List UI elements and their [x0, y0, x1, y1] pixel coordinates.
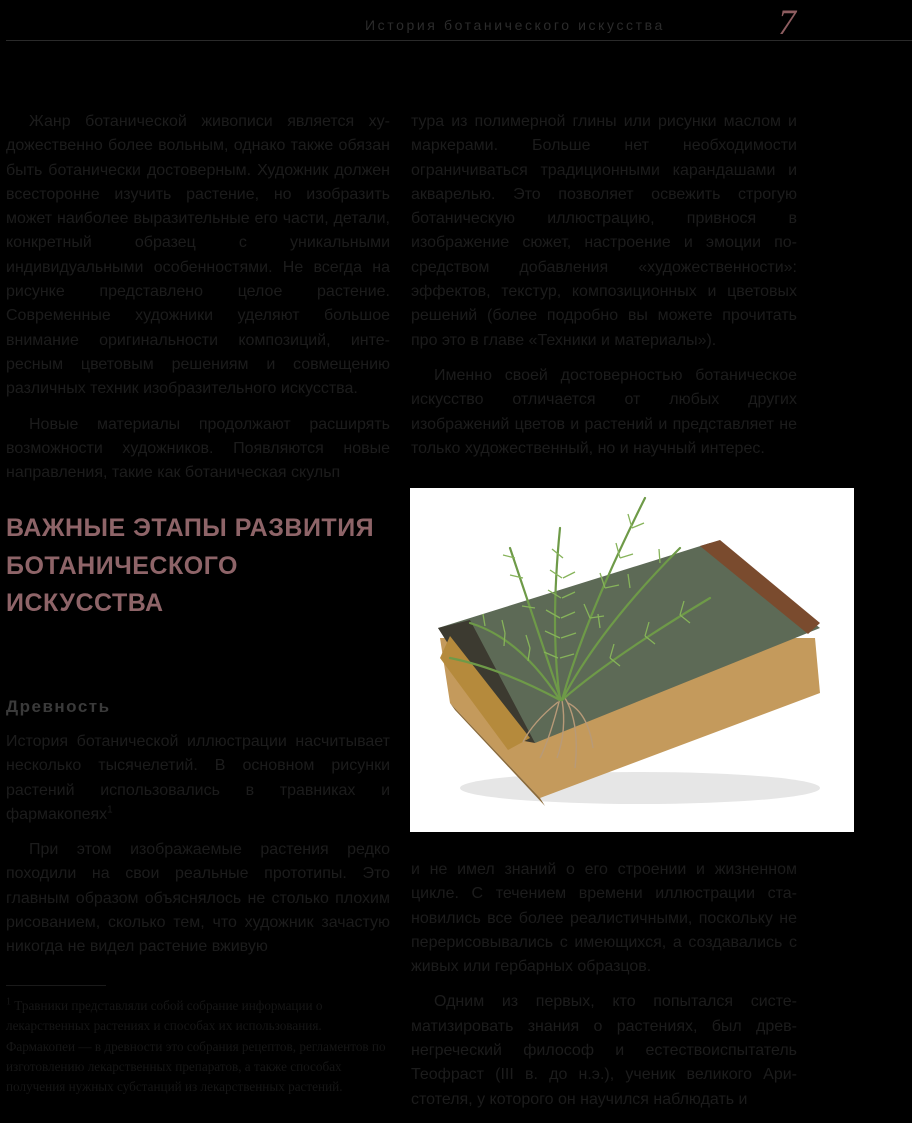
- paragraph: Именно своей достоверностью ботаническое искусство отличается от любых других изображений цветов и растений и представляет не только художественный, но и научный интерес.: [411, 366, 797, 457]
- header-rule: [6, 40, 912, 41]
- body-column-right-bottom: [411, 858, 797, 1123]
- paragraph: тура из полимерной глины или рисунки маслом и маркерами. Больше нет необходимости ограничиваться традиционными карандашами и акварелью. Это позволяет освежить строгую ботаническую иллюстрацию, привнося в изображение сюжет, настроение и эмоции посредством добавления «художественности»: эффектов, текстур, композиционных и цветовых решений (более подробно вы можете прочитать про это в главе «Техники и материалы»).: [411, 113, 797, 349]
- footnote-text: Травники представляли собой собрание информации о лекарственных растениях и способах их использования. Фармакопеи — в древности это собрания рецептов, регламентов по изготовлению лекарственных препаратов, а также способах получения нужных субстанций из лекарственных растений.: [6, 998, 386, 1095]
- body-column-left-bottom: [6, 730, 390, 971]
- footnote-rule: [6, 985, 106, 986]
- book-shadow: [460, 772, 820, 804]
- paragraph: [6, 730, 390, 827]
- running-title: История ботанического искусства: [365, 17, 665, 33]
- paragraph: При этом изображаемые растения редко походили на свои реальные прототипы. Это главным образом объяснялось не столько плохим рисованием, сколько тем, что художник зачастую никогда не видел растение вживую: [6, 841, 390, 956]
- footnote-number: 1: [6, 996, 11, 1008]
- footnote-marker[interactable]: 1: [107, 804, 113, 816]
- paragraph: Новые материалы продолжают расширять возможности художников. Появляются новые направления, такие как ботаническая скульп: [6, 415, 390, 482]
- paragraph: и не имел знаний о его строении и жизненном цикле. С течением времени иллюстрации становились все более реалистичными, поскольку не перерисовывались с имеющихся, а создавались с живых или гербарных образцов.: [411, 861, 797, 976]
- photo-illustration: [410, 488, 854, 832]
- footnote: [6, 996, 390, 1097]
- body-column-left-top: [6, 110, 390, 496]
- paragraph: Жанр ботанической живописи является художественно более вольным, однако также обязан быть ботанически достоверным. Художник должен всесторонне изучить растение, но изобразить может наиболее выразительные его части, детали, конкретный образец с уникальными индивидуальными особенностями. Не всегда на рисунке представлено целое растение. Современные художники уделяют большое внимание оригинальности композиций, интересным цветовым решениям и совмещению различных техник изобразительного искусства.: [6, 113, 390, 398]
- subheading: Древность: [6, 697, 111, 716]
- herb-on-old-book-image: [410, 488, 854, 832]
- paragraph: Одним из первых, кто попытался систематизировать знания о растениях, был древнегреческий философ и естествоиспытатель Теофраст (III в. до н.э.), ученик великого Аристотеля, у которого он научился наблюдать и: [411, 993, 797, 1108]
- section-heading: ВАЖНЫЕ ЭТАПЫ РАЗВИТИЯ БОТАНИЧЕСКОГО ИСКУССТВА: [6, 514, 375, 617]
- body-column-right-top: [411, 110, 797, 472]
- page-number: 7: [778, 2, 796, 42]
- paragraph-text: История ботанической иллюстрации насчитывает несколько тысячелетий. В основном рисунки растений использовались в травниках и фармакопеях: [6, 733, 390, 823]
